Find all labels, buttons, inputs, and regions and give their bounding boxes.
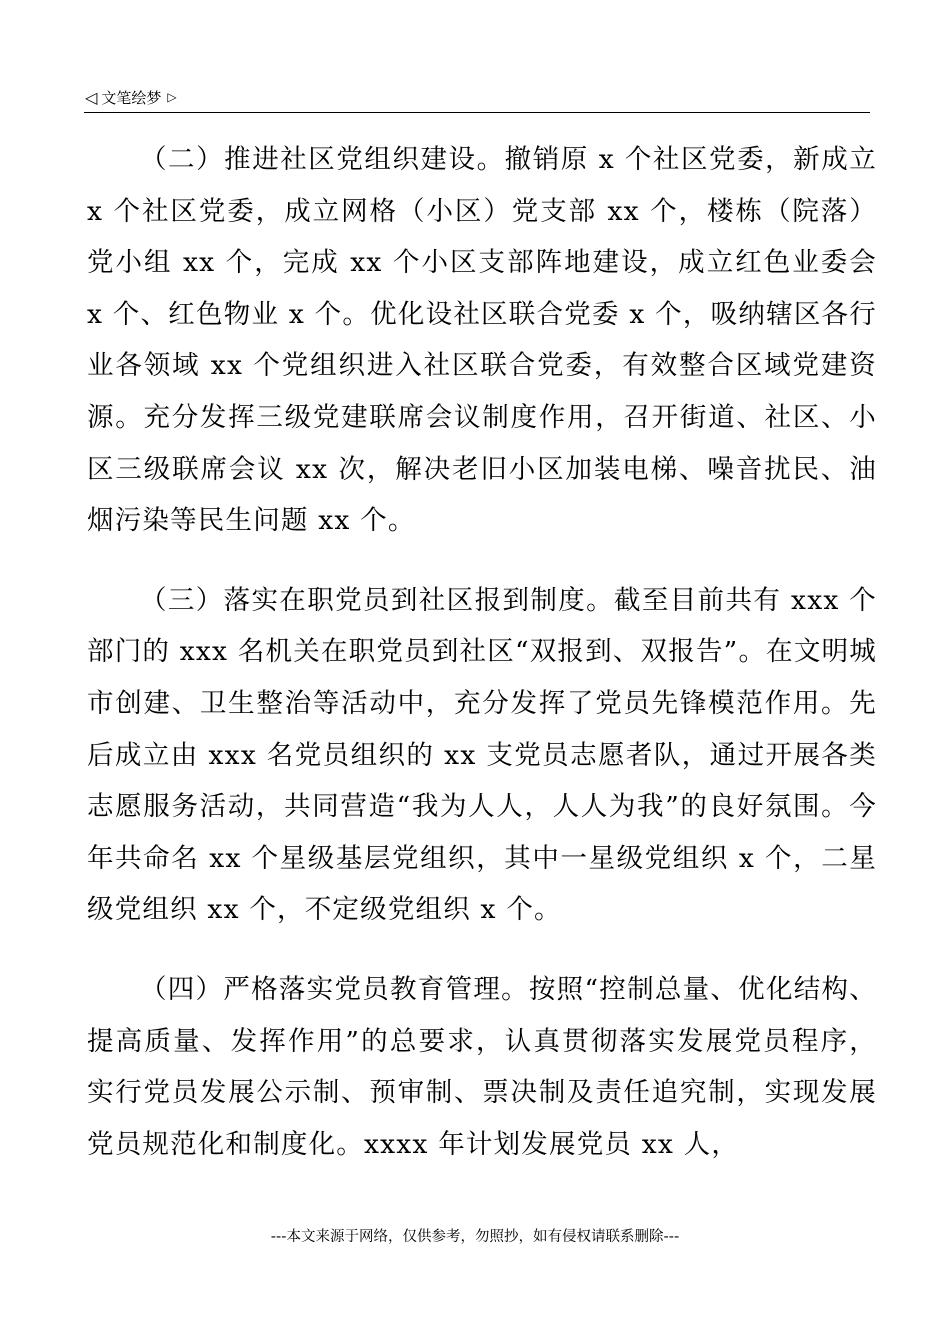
page-header: [85, 84, 177, 110]
paragraph-party-member-reporting: （三）落实在职党员到社区报到制度。截至目前共有 xxx 个部门的 xxx 名机关在职党员到社区“双报到、双报告”。在文明城市创建、卫生整治等活动中，充分发挥了党员先锋模范作用。先后成立由 xxx 名党员组织的 xx 支党员志愿者队，通过开展各类志愿服务活动，共同营造“我为人人，人人为我”的良好氛围。今年共命名 xx 个星级基层党组织，其中一星级党组织 x 个，二星级党组织 xx 个，不定级党组织 x 个。: [87, 584, 877, 926]
paragraph-member-education: （四）严格落实党员教育管理。按照“控制总量、优化结构、提高质量、发挥作用”的总要求，认真贯彻落实发展党员程序，实行党员发展公示制、预审制、票决制及责任追究制，实现发展党员规范化和制度化。xxxx 年计划发展党员 xx 人，: [87, 973, 877, 1160]
header-divider: [84, 112, 870, 113]
header-brand: 文笔绘梦: [101, 88, 162, 107]
page-footer-disclaimer: ---本文来源于网络，仅供参考，勿照抄，如有侵权请联系删除---: [270, 1229, 680, 1245]
document-body: [87, 134, 877, 1170]
paragraph-community-party-building: （二）推进社区党组织建设。撤销原 x 个社区党委，新成立 x 个社区党委，成立网格（小区）党支部 xx 个，楼栋（院落）党小组 xx 个，完成 xx 个小区支部阵地建设，成立红色业委会 x 个、红色物业 x 个。优化设社区联合党委 x 个，吸纳辖区各行业各领域 xx 个党组织进入社区联合党委，有效整合区域党建资源。充分发挥三级党建联席会议制度作用，召开街道、社区、小区三级联席会议 xx 次，解决老旧小区加装电梯、噪音扰民、油烟污染等民生问题 xx 个。: [87, 144, 877, 537]
triangle-right-icon: ▷: [167, 90, 177, 104]
triangle-left-icon: ◁: [85, 87, 98, 107]
